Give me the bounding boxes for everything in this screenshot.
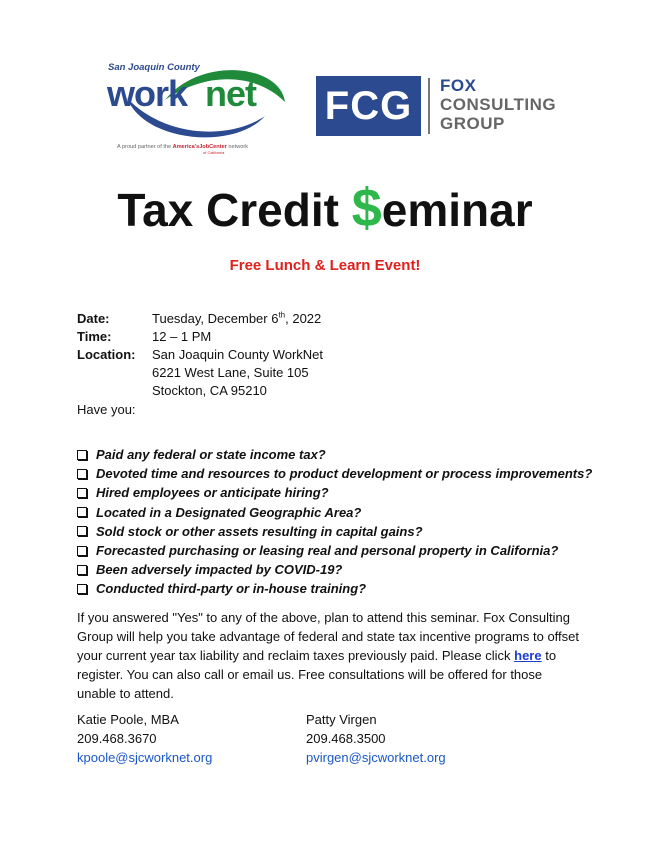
contact-name: Katie Poole, MBA [77, 712, 179, 727]
worknet-brand-right: net [205, 73, 256, 114]
register-link[interactable]: here [514, 648, 542, 663]
fcg-mark: FCG [316, 76, 421, 136]
worknet-partner-suffix: network [226, 144, 248, 150]
worknet-partner-sub: of California [203, 150, 225, 155]
list-item: Located in a Designated Geographic Area? [77, 503, 592, 522]
list-item: Devoted time and resources to product development or process improvements? [77, 464, 592, 483]
date-value: Tuesday, December 6th, 2022 [152, 310, 322, 326]
fcg-line-1: FOX [440, 76, 477, 95]
fcg-divider [428, 78, 430, 134]
list-item: Been adversely impacted by COVID-19? [77, 560, 592, 579]
checkbox-icon [77, 450, 87, 460]
list-item: Conducted third-party or in-house training? [77, 579, 592, 598]
contact-phone: 209.468.3500 [306, 731, 386, 746]
checklist [77, 445, 592, 599]
worknet-county-text: San Joaquin County [108, 62, 200, 73]
checkbox-icon [77, 507, 87, 517]
fcg-line-3: GROUP [440, 114, 505, 133]
fcg-line-2: CONSULTING [440, 95, 557, 114]
list-item: Hired employees or anticipate hiring? [77, 483, 592, 502]
title-dollar-sign: $ [351, 178, 382, 238]
title-after: eminar [381, 184, 533, 236]
list-item: Forecasted purchasing or leasing real and personal property in California? [77, 541, 592, 560]
list-item: Sold stock or other assets resulting in capital gains? [77, 522, 592, 541]
event-subtitle: Free Lunch & Learn Event! [229, 257, 421, 274]
location-line: San Joaquin County WorkNet [152, 347, 324, 362]
date-label: Date: [77, 311, 110, 326]
location-label: Location: [77, 347, 136, 362]
contact-card [306, 710, 446, 767]
page-title [0, 180, 650, 238]
svg-text:A proud partner of the America [117, 144, 248, 150]
contact-email-link[interactable]: pvirgen@sjcworknet.org [306, 750, 446, 765]
checkbox-icon [77, 565, 87, 575]
checkbox-icon [77, 488, 87, 498]
fcg-wordmark [440, 76, 556, 133]
location-line: Stockton, CA 95210 [152, 383, 267, 398]
time-label: Time: [77, 329, 112, 344]
location-value [152, 346, 323, 400]
contact-name: Patty Virgen [306, 712, 377, 727]
worknet-logo-graphic [105, 58, 290, 156]
worknet-logo [105, 58, 290, 156]
time-row [77, 328, 323, 346]
contact-email-link[interactable]: kpoole@sjcworknet.org [77, 750, 213, 765]
fcg-logo [316, 76, 566, 138]
location-row [77, 346, 323, 400]
event-details [77, 310, 323, 400]
body-paragraph: If you answered "Yes" to any of the above, plan to attend this seminar. Fox Consulting Group will help you take advantage of federal and state tax incentive programs to offset your current year tax liability and reclaim taxes previously paid. Please click here to register. You can also call or email us. Free consultations will be offered for those unable to attend. [77, 610, 580, 701]
date-row [77, 310, 323, 328]
title-before: Tax Credit [117, 184, 352, 236]
worknet-partner-prefix: A proud partner of the [117, 144, 173, 150]
worknet-brand-left: work [107, 73, 188, 114]
time-value: 12 – 1 PM [152, 329, 212, 344]
worknet-partner-network: America'sJobCenter [172, 144, 227, 150]
intro-text: Have you: [77, 402, 136, 417]
checkbox-icon [77, 546, 87, 556]
checkbox-icon [77, 584, 87, 594]
list-item: Paid any federal or state income tax? [77, 445, 592, 464]
checkbox-icon [77, 469, 87, 479]
location-line: 6221 West Lane, Suite 105 [152, 365, 309, 380]
checkbox-icon [77, 526, 87, 536]
contact-card [77, 710, 212, 767]
contact-phone: 209.468.3670 [77, 731, 157, 746]
